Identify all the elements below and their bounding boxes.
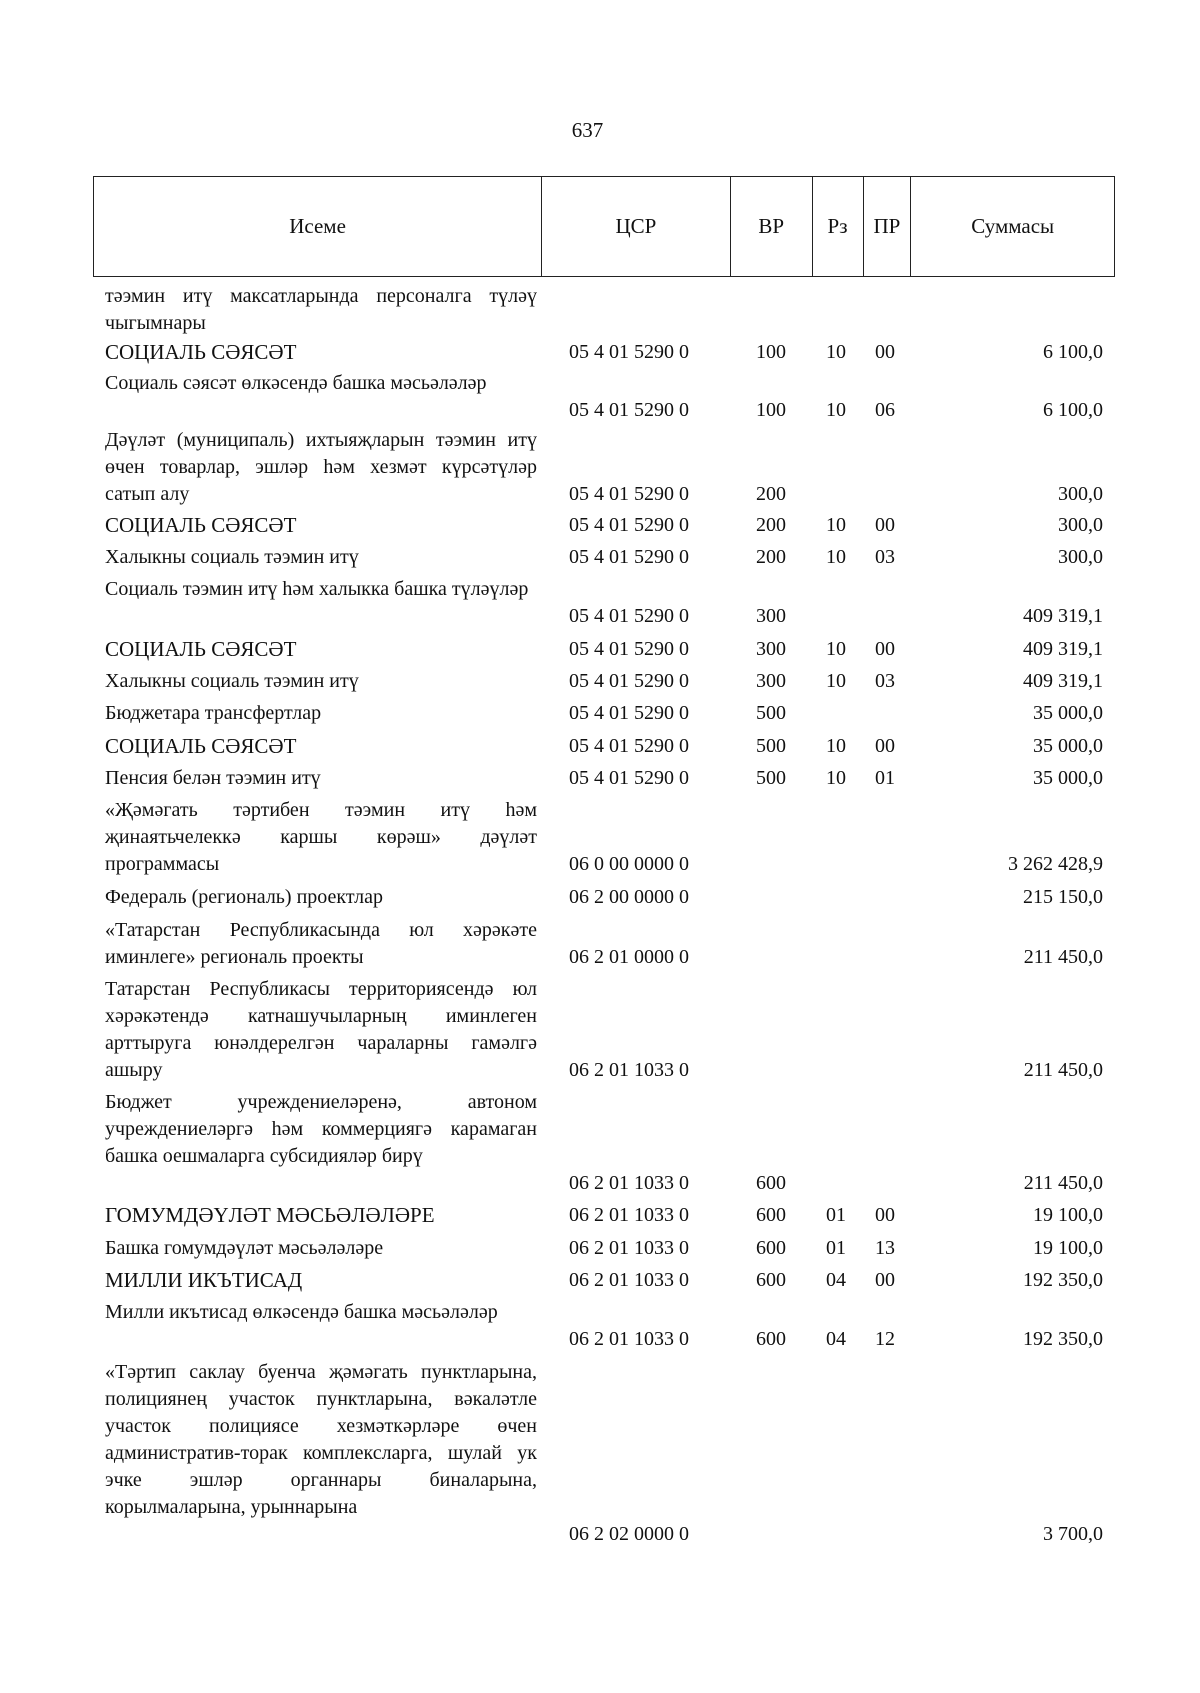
row-csr: 05 4 01 5290 0 <box>569 702 689 724</box>
row-vr: 300 <box>756 605 786 627</box>
row-vr: 600 <box>756 1237 786 1259</box>
header-csr: ЦСР <box>542 177 731 276</box>
row-vr: 300 <box>756 670 786 692</box>
table-row <box>93 884 1115 911</box>
row-vr: 600 <box>756 1204 786 1226</box>
row-vr: 500 <box>756 767 786 789</box>
row-csr: 05 4 01 5290 0 <box>569 483 689 505</box>
table-row <box>93 700 1115 727</box>
row-name: Бюджет учреждениеләренә, автоном учреждениеләргә һәм коммерциягә карамаган башка оешмаларга субсидияләр бирү <box>105 1091 537 1167</box>
row-name: тәэмин итү максатларында персоналга түләү чыгымнары <box>105 285 537 334</box>
row-csr: 05 4 01 5290 0 <box>569 514 689 536</box>
row-sum: 35 000,0 <box>1033 702 1103 724</box>
table-row <box>93 765 1115 792</box>
row-rz: 10 <box>826 638 846 660</box>
row-csr: 06 2 01 1033 0 <box>569 1172 689 1194</box>
row-pr: 03 <box>875 546 895 568</box>
row-vr: 100 <box>756 399 786 421</box>
row-pr: 00 <box>875 1204 895 1226</box>
header-rz: Рз <box>813 177 864 276</box>
table-row <box>93 636 1115 663</box>
table-row <box>93 1202 1115 1229</box>
row-name: СОЦИАЛЬ СӘЯСӘТ <box>105 734 297 758</box>
row-rz: 01 <box>826 1204 846 1226</box>
row-vr: 500 <box>756 735 786 757</box>
row-name: МИЛЛИ ИКЪТИСАД <box>105 1268 303 1292</box>
row-sum: 35 000,0 <box>1033 767 1103 789</box>
row-name: Бюджетара трансфертлар <box>105 702 322 724</box>
table-row <box>93 1359 1115 1548</box>
row-name: СОЦИАЛЬ СӘЯСӘТ <box>105 637 297 661</box>
row-sum: 409 319,1 <box>1023 670 1103 692</box>
table-row <box>93 283 1115 337</box>
row-name: «Җәмәгать тәртибен тәэмин итү һәм җинаятьчелеккә каршы көрәш» дәүләт программасы <box>105 799 537 875</box>
row-name: «Татарстан Республикасында юл хәрәкәте иминлеге» региональ проекты <box>105 919 537 968</box>
row-csr: 05 4 01 5290 0 <box>569 638 689 660</box>
table-row <box>93 797 1115 878</box>
row-sum: 35 000,0 <box>1033 735 1103 757</box>
row-name: Милли икътисад өлкәсендә башка мәсьәләләр <box>105 1301 498 1323</box>
row-rz: 01 <box>826 1237 846 1259</box>
table-row <box>93 976 1115 1084</box>
row-vr: 600 <box>756 1172 786 1194</box>
row-pr: 03 <box>875 670 895 692</box>
page-number: 637 <box>571 118 604 142</box>
table-header <box>93 176 1115 277</box>
row-vr: 200 <box>756 483 786 505</box>
row-vr: 100 <box>756 341 786 363</box>
row-name: Социаль тәэмин итү һәм халыкка башка түләүләр <box>105 578 529 600</box>
row-vr: 600 <box>756 1328 786 1350</box>
table-row <box>93 427 1115 508</box>
row-csr: 06 2 02 0000 0 <box>569 1523 689 1545</box>
row-csr: 05 4 01 5290 0 <box>569 546 689 568</box>
row-csr: 05 4 01 5290 0 <box>569 767 689 789</box>
row-name: Татарстан Республикасы территориясендә юл хәрәкәтендә катнашучыларның иминлеген арттыруга юнәлдерелгән чараларны гамәлгә ашыру <box>105 978 537 1081</box>
row-csr: 06 0 00 0000 0 <box>569 853 689 875</box>
row-name: СОЦИАЛЬ СӘЯСӘТ <box>105 340 297 364</box>
row-pr: 12 <box>875 1328 895 1350</box>
row-name: Дәүләт (муниципаль) ихтыяҗларын тәэмин итү өчен товарлар, эшләр һәм хезмәт күрсәтүләр сатып алу <box>105 429 537 505</box>
row-sum: 211 450,0 <box>1023 1059 1103 1081</box>
row-sum: 3 700,0 <box>1043 1523 1103 1545</box>
row-pr: 00 <box>875 514 895 536</box>
row-rz: 10 <box>826 341 846 363</box>
table-row <box>93 1089 1115 1197</box>
row-rz: 10 <box>826 546 846 568</box>
row-csr: 06 2 01 1033 0 <box>569 1328 689 1350</box>
row-rz: 10 <box>826 735 846 757</box>
row-sum: 215 150,0 <box>1023 886 1103 908</box>
row-sum: 300,0 <box>1058 546 1103 568</box>
row-name: СОЦИАЛЬ СӘЯСӘТ <box>105 513 297 537</box>
table-row <box>93 512 1115 539</box>
row-pr: 06 <box>875 399 895 421</box>
row-sum: 6 100,0 <box>1043 341 1103 363</box>
row-csr: 06 2 01 1033 0 <box>569 1059 689 1081</box>
row-pr: 00 <box>875 341 895 363</box>
row-name: ГОМУМДӘҮЛӘТ МӘСЬӘЛӘЛӘРЕ <box>105 1203 435 1227</box>
table-row <box>93 1267 1115 1294</box>
row-pr: 00 <box>875 735 895 757</box>
row-name: Халыкны социаль тәэмин итү <box>105 546 359 568</box>
row-pr: 00 <box>875 1269 895 1291</box>
row-rz: 04 <box>826 1269 846 1291</box>
row-sum: 300,0 <box>1058 483 1103 505</box>
row-pr: 13 <box>875 1237 895 1259</box>
row-sum: 192 350,0 <box>1023 1328 1103 1350</box>
row-sum: 19 100,0 <box>1033 1237 1103 1259</box>
row-csr: 05 4 01 5290 0 <box>569 670 689 692</box>
table-row <box>93 668 1115 695</box>
row-sum: 6 100,0 <box>1043 399 1103 421</box>
row-name: Пенсия белән тәэмин итү <box>105 767 321 789</box>
row-vr: 500 <box>756 702 786 724</box>
header-vr: ВР <box>731 177 813 276</box>
row-name: Халыкны социаль тәэмин итү <box>105 670 359 692</box>
row-csr: 05 4 01 5290 0 <box>569 605 689 627</box>
row-vr: 200 <box>756 546 786 568</box>
row-rz: 10 <box>826 670 846 692</box>
row-csr: 06 2 01 1033 0 <box>569 1269 689 1291</box>
row-name: Социаль сәясәт өлкәсендә башка мәсьәләләр <box>105 372 487 394</box>
row-sum: 19 100,0 <box>1033 1204 1103 1226</box>
row-sum: 211 450,0 <box>1023 946 1103 968</box>
row-sum: 300,0 <box>1058 514 1103 536</box>
table-row <box>93 339 1115 366</box>
table-row <box>93 1299 1115 1353</box>
row-sum: 3 262 428,9 <box>1008 853 1103 875</box>
table-row <box>93 544 1115 571</box>
row-csr: 05 4 01 5290 0 <box>569 399 689 421</box>
table-row <box>93 917 1115 971</box>
row-rz: 10 <box>826 399 846 421</box>
row-csr: 05 4 01 5290 0 <box>569 341 689 363</box>
row-vr: 200 <box>756 514 786 536</box>
row-sum: 192 350,0 <box>1023 1269 1103 1291</box>
row-csr: 06 2 01 0000 0 <box>569 946 689 968</box>
row-pr: 00 <box>875 638 895 660</box>
header-pr: ПР <box>864 177 912 276</box>
row-csr: 06 2 01 1033 0 <box>569 1204 689 1226</box>
row-vr: 600 <box>756 1269 786 1291</box>
header-sum: Суммасы <box>971 214 1055 238</box>
row-rz: 10 <box>826 514 846 536</box>
row-rz: 10 <box>826 767 846 789</box>
row-name: Башка гомумдәүләт мәсьәләләре <box>105 1237 384 1259</box>
row-sum: 211 450,0 <box>1023 1172 1103 1194</box>
table-row <box>93 370 1115 424</box>
row-vr: 300 <box>756 638 786 660</box>
header-name: Исеме <box>94 177 542 276</box>
row-rz: 04 <box>826 1328 846 1350</box>
row-csr: 06 2 01 1033 0 <box>569 1237 689 1259</box>
table-row <box>93 1235 1115 1262</box>
row-csr: 06 2 00 0000 0 <box>569 886 689 908</box>
row-name: «Тәртип саклау буенча җәмәгать пунктларына, полициянең участок пунктларына, вәкаләтле участок полициясе хезмәткәрләре өчен административ-торак комплексларга, шулай ук эчке эшләр органнары биналарына, корылмаларына, урыннарына <box>105 1361 537 1518</box>
row-name: Федераль (региональ) проектлар <box>105 886 383 908</box>
row-sum: 409 319,1 <box>1023 605 1103 627</box>
table-row <box>93 576 1115 630</box>
row-csr: 05 4 01 5290 0 <box>569 735 689 757</box>
table-row <box>93 733 1115 760</box>
row-sum: 409 319,1 <box>1023 638 1103 660</box>
row-pr: 01 <box>875 767 895 789</box>
